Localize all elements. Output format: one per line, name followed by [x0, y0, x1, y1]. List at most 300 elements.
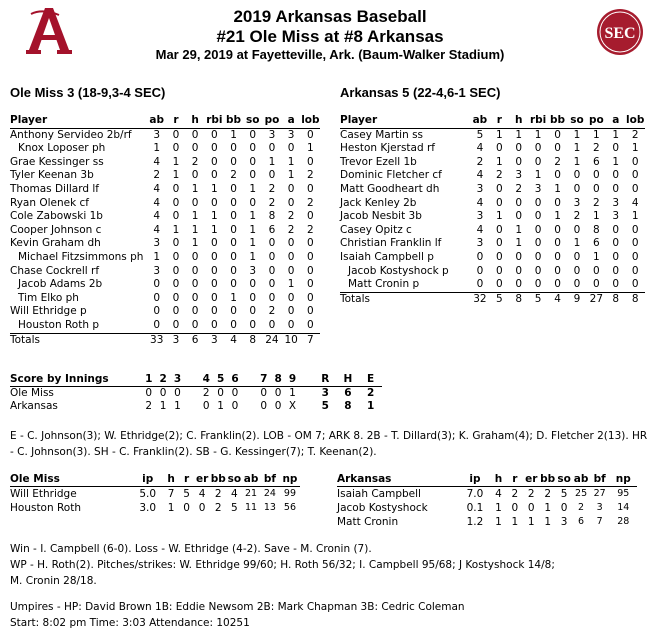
- column-header: h: [509, 114, 528, 128]
- stat-cell: 1: [593, 250, 600, 263]
- pitching-stat: 2: [578, 502, 585, 513]
- rhe-value: 1: [366, 400, 375, 412]
- stat-cell: 0: [147, 319, 166, 333]
- pitcher-name: Matt Cronin: [337, 516, 399, 528]
- inning-score: 0: [231, 400, 239, 412]
- player-row: [10, 156, 320, 170]
- totals-cell: 7: [307, 333, 314, 346]
- pitcher-row: [10, 487, 300, 502]
- inning-score: 0: [174, 387, 181, 399]
- pitching-column-header: np: [610, 472, 637, 487]
- stat-cell: 0: [495, 142, 503, 155]
- player-name: Jack Kenley 2b: [340, 196, 417, 209]
- column-header-row: [340, 114, 645, 128]
- stat-cell: 1: [153, 250, 161, 263]
- stat-cell: 6: [593, 155, 600, 168]
- stat-cell: 0: [172, 210, 180, 223]
- stat-cell: 0: [172, 237, 180, 250]
- stat-cell: 0: [495, 264, 503, 277]
- player-name: Knox Loposer ph: [18, 142, 106, 155]
- player-name: Isaiah Campbell p: [340, 250, 434, 263]
- column-header: ab: [470, 114, 489, 128]
- stat-cell: 2: [287, 223, 295, 236]
- pitching-column-header: r: [179, 472, 195, 487]
- inning-header: 4: [199, 373, 213, 387]
- stat-cell: 0: [612, 264, 620, 277]
- stat-cell: 0: [287, 250, 295, 263]
- stat-cell: 0: [495, 223, 503, 236]
- stat-cell: 2: [631, 128, 639, 141]
- stat-cell: 0: [282, 319, 301, 333]
- stat-cell: 1: [631, 210, 639, 223]
- stat-cell: 0: [307, 291, 314, 304]
- linescore-team-row: [10, 400, 382, 413]
- stat-cell: 6: [268, 223, 276, 236]
- stat-cell: 0: [612, 223, 620, 236]
- totals-cell: 27: [589, 292, 604, 305]
- player-name: Tim Elko ph: [18, 291, 79, 304]
- stat-cell: 1: [249, 210, 257, 223]
- column-header: a: [282, 114, 301, 128]
- stat-cell: 0: [307, 128, 314, 141]
- stat-cell: 0: [210, 169, 218, 182]
- pitching-column-header: ab: [573, 473, 589, 485]
- column-header: lob: [625, 114, 645, 128]
- stat-cell: 0: [287, 264, 295, 277]
- stat-cell: 1: [287, 278, 295, 291]
- stat-cell: 2: [307, 196, 314, 209]
- stat-cell: 0: [534, 223, 542, 236]
- stat-cell: 0: [172, 182, 180, 195]
- stat-cell: 0: [554, 169, 561, 182]
- column-header: h: [186, 114, 205, 128]
- stat-cell: 0: [210, 250, 218, 263]
- player-name: Matt Goodheart dh: [340, 182, 440, 195]
- pitching-column-header: ip: [460, 472, 491, 487]
- stat-cell: 2: [307, 169, 314, 182]
- inning-score: 0: [260, 387, 268, 399]
- rhe-header: R: [314, 373, 337, 387]
- stat-cell: 0: [230, 196, 237, 209]
- column-header: so: [567, 114, 586, 128]
- stat-cell: 5: [476, 128, 484, 141]
- stat-cell: 0: [191, 278, 199, 291]
- pitching-stat: 1.2: [466, 516, 484, 528]
- spacer: [242, 387, 256, 401]
- stat-cell: 1: [249, 223, 257, 236]
- stat-cell: 1: [554, 210, 561, 223]
- stat-cell: 0: [495, 182, 503, 195]
- stat-cell: 1: [495, 155, 503, 168]
- inning-score: 2: [202, 387, 210, 399]
- column-header: bb: [224, 114, 243, 128]
- stat-cell: 1: [495, 128, 503, 141]
- pitching-column-header: er: [523, 472, 539, 487]
- stat-cell: 0: [534, 142, 542, 155]
- stat-cell: 0: [191, 169, 199, 182]
- player-row: [10, 265, 320, 279]
- stat-cell: 0: [534, 210, 542, 223]
- player-row: [340, 142, 645, 156]
- stat-cell: 2: [554, 155, 561, 168]
- player-name: Dominic Fletcher cf: [340, 169, 442, 182]
- linescore-table: [10, 373, 382, 413]
- inning-header: 1: [142, 373, 156, 387]
- pitching-header-row: [10, 472, 300, 487]
- stat-cell: 0: [631, 223, 639, 236]
- stat-cell: 4: [153, 223, 161, 236]
- pitching-stat: 2: [544, 488, 552, 500]
- stat-cell: 0: [534, 196, 542, 209]
- pitching-stat: 1: [527, 516, 535, 528]
- column-header: po: [587, 114, 606, 128]
- stat-cell: 1: [573, 128, 581, 141]
- stat-cell: 0: [172, 264, 180, 277]
- column-header: so: [243, 114, 262, 128]
- pitching-column-header: bb: [210, 473, 226, 485]
- player-name: Casey Martin ss: [340, 128, 424, 141]
- column-header: bb: [548, 114, 567, 128]
- stat-cell: 0: [230, 142, 237, 155]
- stat-cell: 0: [230, 250, 237, 263]
- stat-cell: 4: [476, 169, 484, 182]
- player-row: [340, 251, 645, 265]
- pitching-stat: 2: [214, 502, 222, 514]
- pitching-stat: 4: [198, 488, 206, 500]
- stat-cell: 0: [268, 278, 276, 291]
- pitching-stat: 0: [560, 502, 568, 514]
- stat-cell: 0: [495, 250, 503, 263]
- player-row: [340, 210, 645, 224]
- stat-cell: 1: [172, 169, 180, 182]
- totals-cell: 5: [495, 292, 503, 305]
- totals-cell: 4: [230, 333, 237, 346]
- stat-cell: 3: [476, 182, 484, 195]
- rhe-value: 5: [321, 400, 329, 412]
- pitching-stat: 14: [617, 502, 630, 513]
- pitching-stat: 5: [231, 502, 238, 514]
- inning-header: 8: [271, 373, 285, 387]
- stat-cell: 0: [554, 196, 561, 209]
- column-header: po: [262, 114, 281, 128]
- stat-cell: 3: [153, 128, 161, 141]
- spacer: [185, 373, 199, 387]
- player-name: Kevin Graham dh: [10, 237, 101, 250]
- stat-cell: 2: [230, 169, 237, 182]
- pitching-stat: 0: [198, 502, 206, 514]
- player-name: Jacob Nesbit 3b: [340, 210, 422, 223]
- pitching-column-header: h: [490, 472, 506, 487]
- stat-cell: 0: [287, 291, 295, 304]
- spacer: [242, 400, 256, 413]
- pitching-stat: 2: [214, 488, 222, 500]
- player-name: Christian Franklin lf: [340, 237, 442, 250]
- totals-cell: 6: [191, 333, 199, 346]
- stat-cell: 2: [287, 210, 295, 223]
- stat-cell: 1: [191, 210, 199, 223]
- stat-cell: 0: [287, 196, 295, 209]
- stat-cell: 0: [186, 319, 205, 333]
- stat-cell: 0: [191, 305, 199, 318]
- pitching-stat: 95: [617, 488, 630, 499]
- inning-header: 6: [228, 373, 242, 387]
- stat-cell: 0: [191, 264, 199, 277]
- stat-cell: 0: [210, 237, 218, 250]
- player-row: [340, 169, 645, 183]
- stat-cell: 3: [612, 210, 620, 223]
- stat-cell: 1: [554, 182, 561, 195]
- stat-cell: 0: [224, 319, 243, 333]
- player-row: [10, 128, 320, 142]
- player-name: Ryan Olenek cf: [10, 196, 90, 209]
- spacer: [185, 400, 199, 413]
- stat-cell: 0: [554, 264, 561, 277]
- pitching-stat: 25: [575, 488, 588, 499]
- stat-cell: 2: [268, 182, 276, 195]
- pitching-stat: 1: [167, 502, 175, 514]
- stat-cell: 0: [230, 210, 237, 223]
- totals-cell: 8: [249, 333, 257, 346]
- stat-cell: 0: [573, 264, 581, 277]
- player-row: [340, 128, 645, 142]
- pitcher-row: [337, 515, 637, 529]
- totals-row: [340, 292, 645, 306]
- stat-cell: 0: [166, 319, 185, 333]
- stat-cell: 1: [612, 128, 620, 141]
- player-row: [10, 278, 320, 292]
- stat-cell: 1: [515, 128, 523, 141]
- pitching-column-header: so: [227, 473, 242, 485]
- player-row: [10, 251, 320, 265]
- stat-cell: 3: [476, 237, 484, 250]
- stat-cell: 2: [153, 169, 161, 182]
- pitching-stat: 0: [511, 502, 519, 514]
- stat-cell: 4: [631, 196, 639, 209]
- pitching-stat: 7: [167, 488, 175, 500]
- pitcher-row: [337, 501, 637, 515]
- pitching-column-header: so: [557, 473, 571, 485]
- player-name: Thomas Dillard lf: [10, 182, 99, 195]
- away-team-line: Ole Miss 3 (18-9,3-4 SEC): [10, 85, 166, 100]
- pitching-column-header: bf: [260, 472, 280, 487]
- player-row: [340, 278, 645, 292]
- stat-cell: 0: [230, 223, 237, 236]
- stat-cell: 1: [287, 155, 295, 168]
- stat-cell: 1: [515, 223, 523, 236]
- pitching-stat: 1: [511, 516, 519, 528]
- stat-cell: 1: [573, 237, 581, 250]
- pitching-stat: 1: [544, 516, 552, 528]
- umpires: Umpires - HP: David Brown 1B: Eddie Newsom 2B: Mark Chapman 3B: Cedric Coleman: [10, 601, 465, 613]
- stat-cell: 0: [554, 142, 561, 155]
- stat-cell: 0: [172, 142, 180, 155]
- stat-cell: 2: [191, 155, 199, 168]
- stat-cell: 1: [210, 223, 218, 236]
- stat-cell: 1: [268, 155, 276, 168]
- stat-cell: 0: [287, 142, 295, 155]
- stat-cell: 0: [307, 155, 314, 168]
- stat-cell: 1: [210, 210, 218, 223]
- decisions: Win - I. Campbell (6-0). Loss - W. Ethridge (4-2). Save - M. Cronin (7).: [10, 543, 372, 555]
- rhe-header: E: [359, 373, 382, 387]
- pitching-stat: 5: [560, 488, 568, 500]
- date-venue: Mar 29, 2019 at Fayetteville, Ark. (Baum-Walker Stadium): [155, 47, 505, 62]
- stat-cell: 0: [515, 155, 523, 168]
- stat-cell: 0: [268, 169, 276, 182]
- spacer: [242, 373, 256, 387]
- linescore-team-row: [10, 387, 382, 401]
- totals-cell: 8: [612, 292, 620, 305]
- stat-cell: 0: [307, 210, 314, 223]
- rhe-value: 2: [366, 387, 375, 399]
- pitching-stat: 5.0: [139, 488, 157, 500]
- stat-cell: 0: [249, 142, 257, 155]
- stat-cell: 1: [515, 237, 523, 250]
- stat-cell: 0: [567, 278, 586, 292]
- stat-cell: 6: [593, 237, 600, 250]
- stat-cell: 1: [230, 291, 237, 304]
- stat-cell: 4: [153, 210, 161, 223]
- stat-cell: 0: [476, 250, 484, 263]
- stat-cell: 0: [612, 169, 620, 182]
- stat-cell: 0: [210, 278, 218, 291]
- stat-cell: 0: [172, 196, 180, 209]
- inning-score: 1: [289, 387, 296, 399]
- player-name: Casey Opitz c: [340, 223, 412, 236]
- pitching-stat: 5: [183, 488, 190, 500]
- inning-score: X: [288, 400, 297, 412]
- stat-cell: 0: [153, 305, 161, 318]
- stat-cell: 0: [249, 169, 257, 182]
- totals-row: [10, 333, 320, 347]
- stat-cell: 0: [612, 182, 620, 195]
- player-row: [340, 197, 645, 211]
- stat-cell: 4: [476, 223, 484, 236]
- player-row: [10, 319, 320, 333]
- stat-cell: 3: [249, 264, 257, 277]
- stat-cell: 0: [573, 169, 581, 182]
- stat-cell: 0: [230, 237, 237, 250]
- spacer: [300, 400, 314, 413]
- stat-cell: 0: [268, 291, 276, 304]
- inning-score: 0: [159, 387, 167, 399]
- stat-cell: 1: [495, 210, 503, 223]
- pitching-stat: 4: [495, 488, 502, 500]
- stat-cell: 0: [631, 250, 639, 263]
- stat-cell: 1: [573, 155, 581, 168]
- column-header: Player: [340, 114, 470, 128]
- stat-cell: 0: [528, 278, 547, 292]
- stat-cell: 1: [172, 223, 180, 236]
- pitching-stat: 2: [511, 488, 519, 500]
- totals-label: Totals: [340, 292, 370, 305]
- player-name: Matt Cronin p: [340, 278, 470, 292]
- pitching-stat: 1: [495, 516, 502, 528]
- pitching-column-header: np: [280, 472, 300, 487]
- spacer: [300, 387, 314, 401]
- pitching-stat: 28: [617, 516, 630, 527]
- inning-score: 0: [260, 400, 268, 412]
- inning-score: 0: [231, 387, 239, 399]
- inning-score: 2: [145, 400, 153, 412]
- stat-cell: 1: [191, 237, 199, 250]
- stat-cell: 2: [573, 210, 581, 223]
- column-header: lob: [301, 114, 320, 128]
- stat-cell: 0: [249, 128, 257, 141]
- stat-cell: 0: [210, 264, 218, 277]
- stat-cell: 0: [307, 278, 314, 291]
- stat-cell: 0: [205, 319, 224, 333]
- inning-header: 9: [285, 373, 299, 387]
- column-header: rbi: [205, 114, 224, 128]
- stat-cell: 1: [287, 169, 295, 182]
- home-team-line: Arkansas 5 (22-4,6-1 SEC): [340, 85, 501, 100]
- stat-cell: 0: [153, 291, 161, 304]
- totals-cell: 9: [573, 292, 581, 305]
- player-name: Will Ethridge p: [10, 305, 87, 318]
- inning-header: 3: [170, 373, 184, 387]
- column-header: ab: [147, 114, 166, 128]
- report-title: 2019 Arkansas Baseball: [233, 7, 427, 26]
- stat-cell: 0: [612, 237, 620, 250]
- stat-cell: 0: [249, 278, 257, 291]
- inning-header: 5: [213, 373, 227, 387]
- stat-cell: 0: [476, 264, 484, 277]
- pitcher-name: Will Ethridge: [10, 488, 77, 500]
- pitching-column-header: er: [195, 473, 209, 485]
- stat-cell: 0: [573, 250, 581, 263]
- stat-cell: 4: [153, 155, 161, 168]
- stat-cell: 0: [548, 278, 567, 292]
- stat-cell: 0: [554, 128, 561, 141]
- stat-cell: 0: [509, 278, 528, 292]
- column-header: r: [490, 114, 509, 128]
- stat-cell: 0: [495, 196, 503, 209]
- linescore-team: Arkansas: [10, 400, 58, 412]
- stat-cell: 1: [593, 128, 600, 141]
- pitcher-name: Isaiah Campbell: [337, 488, 421, 500]
- player-name: Houston Roth p: [10, 319, 147, 333]
- stat-cell: 0: [307, 250, 314, 263]
- stat-cell: 0: [307, 182, 314, 195]
- home-batting-table: [340, 114, 645, 306]
- player-row: [10, 305, 320, 319]
- pitching-team: Arkansas: [337, 472, 460, 487]
- totals-cell: 3: [172, 333, 180, 346]
- stat-cell: 1: [230, 128, 237, 141]
- stat-cell: 0: [534, 264, 542, 277]
- inning-score: 1: [217, 400, 224, 412]
- column-header-row: [10, 114, 320, 128]
- player-row: [10, 237, 320, 251]
- stat-cell: 0: [593, 264, 600, 277]
- stat-cell: 0: [554, 250, 561, 263]
- pitching-stat: 24: [263, 488, 276, 499]
- inning-score: 0: [202, 400, 210, 412]
- stat-cell: 0: [268, 250, 276, 263]
- player-name: Anthony Servideo 2b/rf: [10, 128, 132, 141]
- player-row: [10, 142, 320, 156]
- totals-cell: 3: [210, 333, 218, 346]
- stat-cell: 2: [268, 196, 276, 209]
- stat-cell: 0: [534, 155, 542, 168]
- stat-cell: 0: [470, 278, 489, 292]
- stat-cell: 1: [210, 182, 218, 195]
- stat-cell: 0: [230, 305, 237, 318]
- pitching-stat: 1: [495, 502, 502, 514]
- inning-header: 7: [257, 373, 271, 387]
- stat-cell: 0: [172, 128, 180, 141]
